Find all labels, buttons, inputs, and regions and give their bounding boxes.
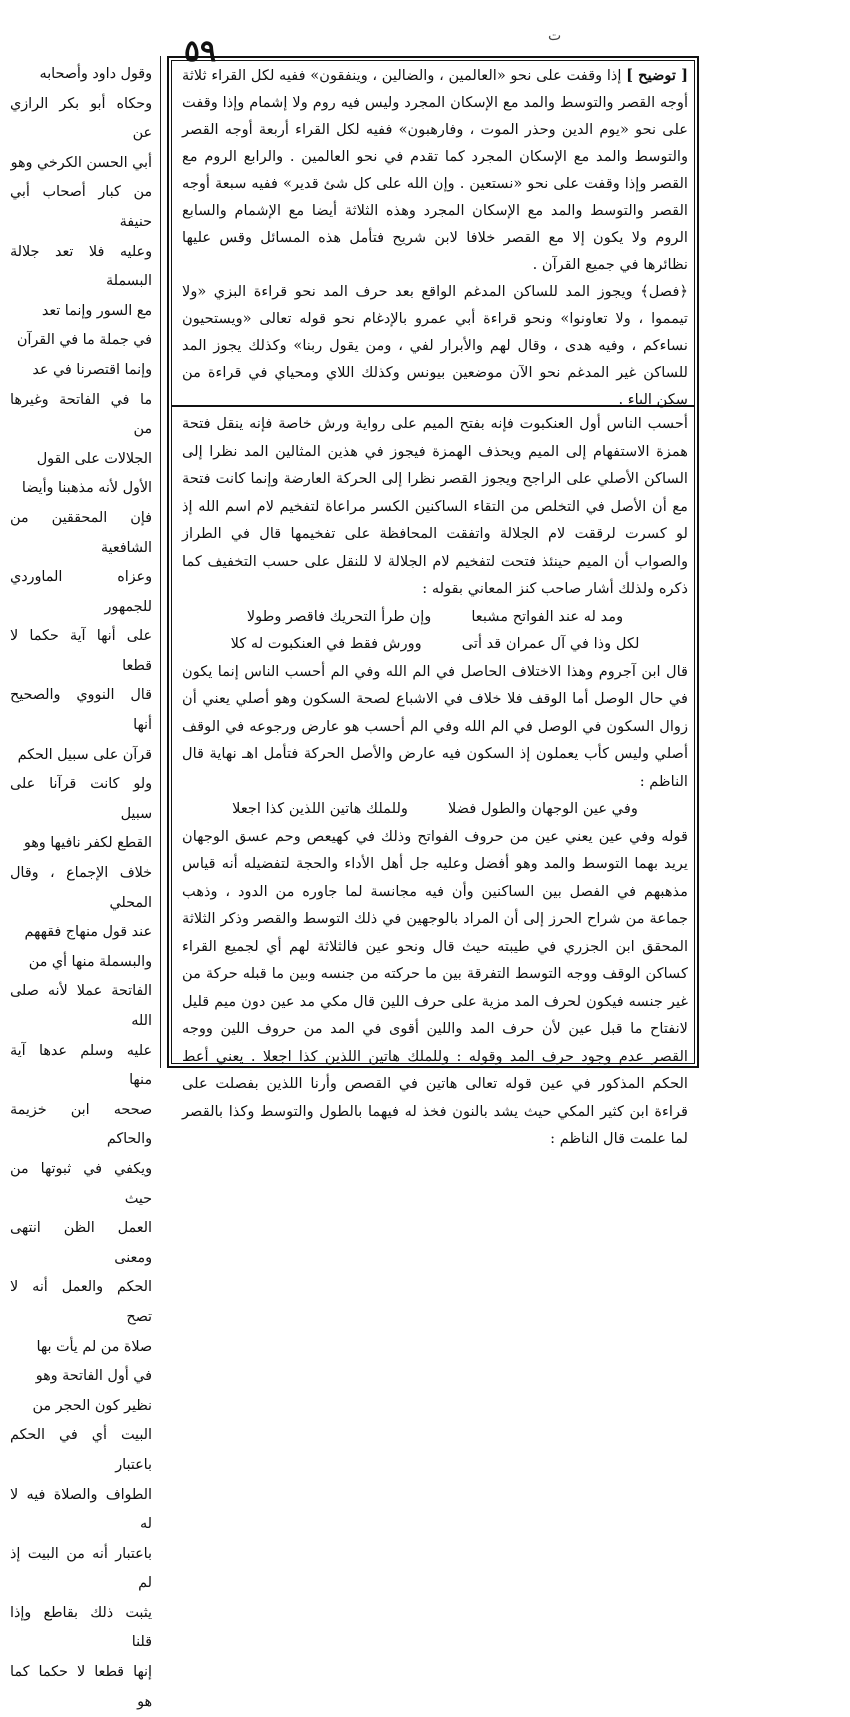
- main-paragraph-2: قال ابن آجروم وهذا الاختلاف الحاصل في الم الله وفي الم أحسب الناس إنما يكون في حال الوصل أما الوقف فلا خلاف في الاشباع لصحة السكون وهو أصلي يعني أن زوال السكون في الوصل في الم الله وفي الم أحسب هو عارض ورجوعه في الوقف أصلي وليس كأب يعملون إذ السكون فيه عارض والأصل الحركة فتأمل اهـ نهاية قال الناظم :: [182, 662, 688, 790]
- margin-note-line: قال النووي والصحيح أنها: [10, 687, 152, 734]
- commentary-block: [182, 62, 688, 408]
- main-paragraph-3: قوله وفي عين يعني عين من حروف الفواتح وذلك في كهيعص وحم عسق الوجهان يريد بهما التوسط والمد وهو أفضل وعليه جل أهل الأداء والحجة لتفضيله أنه قياس مذهبهم في الفصل بين الساكنين وأن فيه مجانسة لما جاوره من الدود ، وذهب جماعة من شراح الحرز إلى أن المراد بالوجهين في ذلك التوسط والقصر وذكر الثلاثة المحقق ابن الجزري في طيبته حيث قال ونحو عين فالثلاثة لهم أي لجميع القراء كساكن الوقف ووجه التوسط التفرقة بين ما حركته من جنسه وبين ما قبله حركة من غير جنسه فيكون لحرف المد مزية على حرف اللين قال مكي مد عين دون ميم قليل لانفتاح ما قبل عين لأن حرف المد واللين أقوى في المد من حروف اللين ووجه القصر عدم وجود حرف المد وقوله : وللملك هاتين اللذين كذا اجعلا . يعني أعط الحكم المذكور في عين قوله تعالى هاتين في القصص وأرنا اللذين بفصلت على قراءة ابن كثير المكي حيث يشد بالنون فخذ له فيهما بالطول والتوسط وكذا بالقصر لما علمت قال الناظم :: [182, 827, 688, 1147]
- margin-note-line: والبسملة منها أي من: [28, 953, 152, 970]
- margin-note-line: صلاة من لم يأت بها: [36, 1338, 152, 1355]
- margin-note-line: على أنها آية حكما لا قطعا: [10, 628, 152, 674]
- verse-line-2: [182, 630, 688, 658]
- margin-note-line: إنها قطعا لا حكما كما هو: [10, 1664, 152, 1710]
- margin-note-line: في جملة ما في القرآن: [16, 332, 152, 349]
- margin-note-line: باعتبار أنه من البيت إذ لم: [10, 1545, 152, 1592]
- verse-2-second-hemistich: وورش فقط في العنكبوت له كلا: [230, 635, 422, 652]
- verse-1-first-hemistich: ومد له عند الفواتح مشبعا: [471, 607, 624, 625]
- margin-note-line: فإن المحققين من الشافعية: [10, 509, 152, 556]
- margin-note-line: ولو كانت قرآنا على سبيل: [10, 776, 152, 822]
- margin-note-line: ما في الفاتحة وغيرها من: [10, 391, 152, 438]
- margin-note-line: في أول الفاتحة وهو: [35, 1368, 152, 1385]
- margin-note-line: خلاف الإجماع ، وقال المحلي: [10, 865, 152, 911]
- commentary-paragraph-1: [182, 62, 688, 278]
- main-text-block: [182, 410, 688, 1147]
- margin-note-line: مع السور وإنما تعد: [41, 302, 152, 319]
- margin-note-line: صححه ابن خزيمة والحاكم: [10, 1101, 152, 1148]
- margin-note-line: وقول داود وأصحابه: [39, 66, 152, 82]
- margin-separator: [160, 56, 161, 1068]
- margin-note-line: نظير كون الحجر من: [32, 1397, 152, 1414]
- margin-note-line: الفاتحة عملا لأنه صلى الله: [10, 983, 152, 1029]
- verse-2-first-hemistich: لكل وذا في آل عمران قد أتى: [461, 635, 640, 652]
- margin-note-line: الطواف والصلاة فيه لا له: [10, 1486, 152, 1533]
- margin-note-line: الحكم والعمل أنه لا تصح: [10, 1279, 152, 1325]
- margin-note-line: من كبار أصحاب أبي حنيفة: [10, 184, 152, 230]
- verse-3-second-hemistich: وللملك هاتين اللذين كذا اجعلا: [232, 800, 408, 817]
- margin-note-line: عليه وسلم عدها آية منها: [10, 1042, 152, 1089]
- tawdih-label: [ توضيح ]: [626, 67, 688, 84]
- margin-note-line: ويكفي في ثبوتها من حيث: [10, 1160, 152, 1207]
- margin-note-line: وعليه فلا تعد جلالة البسملة: [10, 243, 152, 290]
- margin-note-line: يثبت ذلك بقاطع وإذا قلنا: [10, 1604, 152, 1651]
- margin-note-line: الجلالات على القول: [36, 450, 152, 467]
- margin-note-line: وعزاه الماوردي للجمهور: [10, 569, 152, 615]
- verse-3-first-hemistich: وفي عين الوجهان والطول فضلا: [447, 800, 638, 817]
- margin-note-line: القطع لكفر نافيها وهو: [23, 835, 152, 852]
- margin-note-line: أبي الحسن الكرخي وهو: [10, 154, 152, 171]
- margin-note-line: قرآن على سبيل الحكم: [17, 746, 152, 763]
- verse-1-second-hemistich: وإن طرأ التحريك فاقصر وطولا: [246, 607, 432, 625]
- margin-notes-column: [10, 60, 152, 1710]
- corner-mark: ت: [548, 28, 562, 44]
- commentary-text-1: إذا وقفت على نحو «العالمين ، والضالين ، وينفقون» ففيه لكل القراء ثلاثة أوجه القصر والتوسط والمد مع الإسكان المجرد وليس فيه روم ولا إشمام وإذا وقفت على نحو «يوم الدين وحذر الموت ، وفارهبون» ففيه لكل القراء أربعة أوجه القصر والتوسط والمد مع الإسكان المجرد كما تقدم في نحو العالمين . والرابع الروم مع القصر وإذا وقفت على نحو «نستعين . وإن الله على كل شئ قدير» ففيه سبعة أوجه القصر والتوسط والمد مع الإسكان المجرد وهذه الثلاثة أيضا مع الإشمام والسابع الروم ولا يكون إلا مع القصر خلافا لابن شريح فتأمل هذه المسائل وقس عليها نظائرها في جميع القرآن .: [182, 67, 688, 273]
- margin-note-line: وإنما اقتصرنا في عد: [32, 361, 152, 378]
- verse-line-1: [182, 603, 688, 631]
- margin-note-line: العمل الظن انتهى ومعنى: [10, 1220, 152, 1266]
- commentary-paragraph-2: ﴿فصل﴾ ويجوز المد للساكن المدغم الواقع بعد حرف المد نحو قراءة البزي «ولا تيمموا ، ولا تعاونوا» ونحو قراءة أبي عمرو بالإدغام نحو قوله تعالى «ويستحيون نساءكم ، وفيه هدى ، وقال لهم والأبرار لفي ، ومن يقول ربنا» وكذلك يجوز المد للساكن غير المدغم نحو الآن موضعين بيونس وكذلك اللاي ومحياي في قراءة من سكن الياء .: [182, 283, 688, 408]
- margin-note-line: عند قول منهاج فقههم: [24, 924, 152, 941]
- margin-note-line: الأول لأنه مذهبنا وأيضا: [21, 480, 152, 497]
- page-number: ٥٩: [183, 34, 217, 69]
- margin-note-line: وحكاه أبو بكر الرازي عن: [10, 95, 152, 142]
- margin-note-line: البيت أي في الحكم باعتبار: [10, 1427, 152, 1473]
- main-paragraph-1: أحسب الناس أول العنكبوت فإنه بفتح الميم على رواية ورش خاصة فإنه ينقل فتحة همزة الاستفهام إلى الميم ويحذف الهمزة فيجوز في هذين المثالين المد نظرا إلى الساكن الأصلي على الراجح ويجوز القصر نظرا إلى الحركة العارضة وإنما كانت فتحة مع أن الأصل في التخلص من التقاء الساكنين الكسر مراعاة لتفخيم لام اسم الله إذ لو كسرت لرققت لام الجلالة واتفقت المحافظة على تفخيمها قال في الطراز والصواب أن الميم حينئذ فتحت لتفخيم لام الجلالة لا للنقل على حسب التخفيف كما ذكره ولذلك أشار صاحب كنز المعاني بقوله :: [182, 415, 688, 597]
- verse-line-3: [182, 795, 688, 823]
